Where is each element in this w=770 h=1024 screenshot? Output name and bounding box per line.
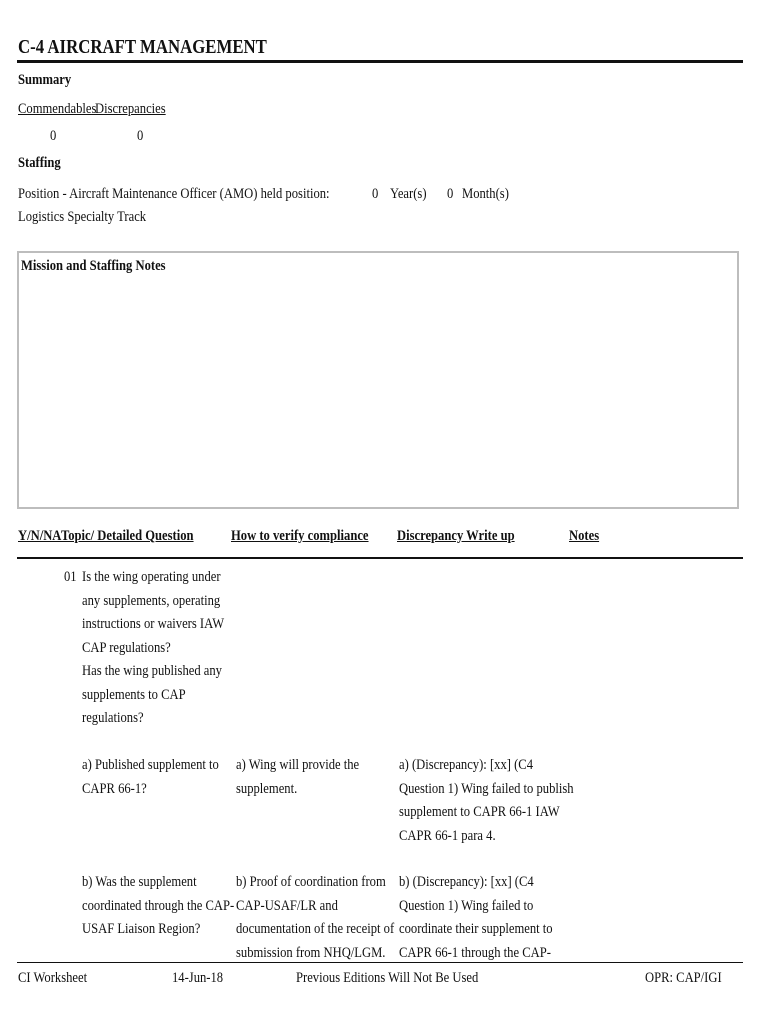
question-line: CAP regulations? xyxy=(82,639,171,656)
question-line: any supplements, operating xyxy=(82,592,221,609)
specialty-track: Logistics Specialty Track xyxy=(18,209,147,225)
question-line: Is the wing operating under xyxy=(82,569,221,585)
staffing-heading: Staffing xyxy=(18,155,61,171)
mission-staffing-notes-box[interactable] xyxy=(17,251,739,509)
question-line: Has the wing published any xyxy=(82,663,222,679)
footer-divider xyxy=(17,962,743,963)
notes-box-label: Mission and Staffing Notes xyxy=(21,258,166,274)
row-b-discrepancy xyxy=(399,871,553,965)
topic-line: coordinated through the CAP- xyxy=(82,897,235,914)
years-label: Year(s) xyxy=(390,186,427,202)
verify-line: CAP-USAF/LR and xyxy=(236,897,338,914)
months-label: Month(s) xyxy=(462,186,509,202)
discrepancy-line: b) (Discrepancy): [xx] (C4 xyxy=(399,874,534,890)
months-value: 0 xyxy=(447,186,454,202)
question-line: regulations? xyxy=(82,710,144,726)
col-header-yn: Y/N/NA xyxy=(18,528,62,544)
discrepancy-line: coordinate their supplement to xyxy=(399,921,553,937)
discrepancy-line: CAPR 66-1 para 4. xyxy=(399,827,496,844)
footer-editions-notice: Previous Editions Will Not Be Used xyxy=(296,970,479,986)
row-b-verify xyxy=(236,871,394,965)
topic-line: a) Published supplement to xyxy=(82,757,219,773)
verify-line: submission from NHQ/LGM. xyxy=(236,944,386,961)
row-a-topic xyxy=(82,754,219,801)
header-divider xyxy=(17,557,743,559)
row-a-verify xyxy=(236,754,359,801)
col-header-verify: How to verify compliance xyxy=(231,528,369,544)
discrepancies-label: Discrepancies xyxy=(95,101,166,117)
topic-line: CAPR 66-1? xyxy=(82,780,147,797)
discrepancy-line: Question 1) Wing failed to publish xyxy=(399,780,574,797)
col-header-discrepancy: Discrepancy Write up xyxy=(397,528,515,544)
col-header-notes: Notes xyxy=(569,528,600,544)
discrepancies-value: 0 xyxy=(137,128,144,144)
discrepancy-line: supplement to CAPR 66-1 IAW xyxy=(399,804,560,820)
footer-date: 14-Jun-18 xyxy=(172,970,224,986)
discrepancy-line: CAPR 66-1 through the CAP- xyxy=(399,944,551,961)
commendables-value: 0 xyxy=(50,128,57,144)
topic-line: b) Was the supplement xyxy=(82,874,197,890)
row-b-topic xyxy=(82,871,234,942)
years-value: 0 xyxy=(372,186,379,202)
question-text xyxy=(82,566,224,731)
col-header-topic: Topic/ Detailed Question xyxy=(61,528,194,544)
verify-line: a) Wing will provide the xyxy=(236,757,360,773)
page-title: C-4 AIRCRAFT MANAGEMENT xyxy=(18,36,267,58)
verify-line: documentation of the receipt of xyxy=(236,921,395,937)
footer-form-name: CI Worksheet xyxy=(18,970,88,986)
commendables-label: Commendables xyxy=(18,101,97,117)
verify-line: supplement. xyxy=(236,780,298,797)
summary-heading: Summary xyxy=(18,72,72,88)
discrepancy-line: Question 1) Wing failed to xyxy=(399,897,534,914)
footer-opr: OPR: CAP/IGI xyxy=(645,970,722,986)
position-text: Position - Aircraft Maintenance Officer (AMO) held position: xyxy=(18,186,330,202)
title-divider xyxy=(17,60,743,63)
discrepancy-line: a) (Discrepancy): [xx] (C4 xyxy=(399,757,533,773)
question-line: supplements to CAP xyxy=(82,686,186,703)
verify-line: b) Proof of coordination from xyxy=(236,874,386,890)
question-number: 01 xyxy=(64,569,77,585)
question-line: instructions or waivers IAW xyxy=(82,616,225,632)
topic-line: USAF Liaison Region? xyxy=(82,921,201,937)
row-a-discrepancy xyxy=(399,754,574,848)
